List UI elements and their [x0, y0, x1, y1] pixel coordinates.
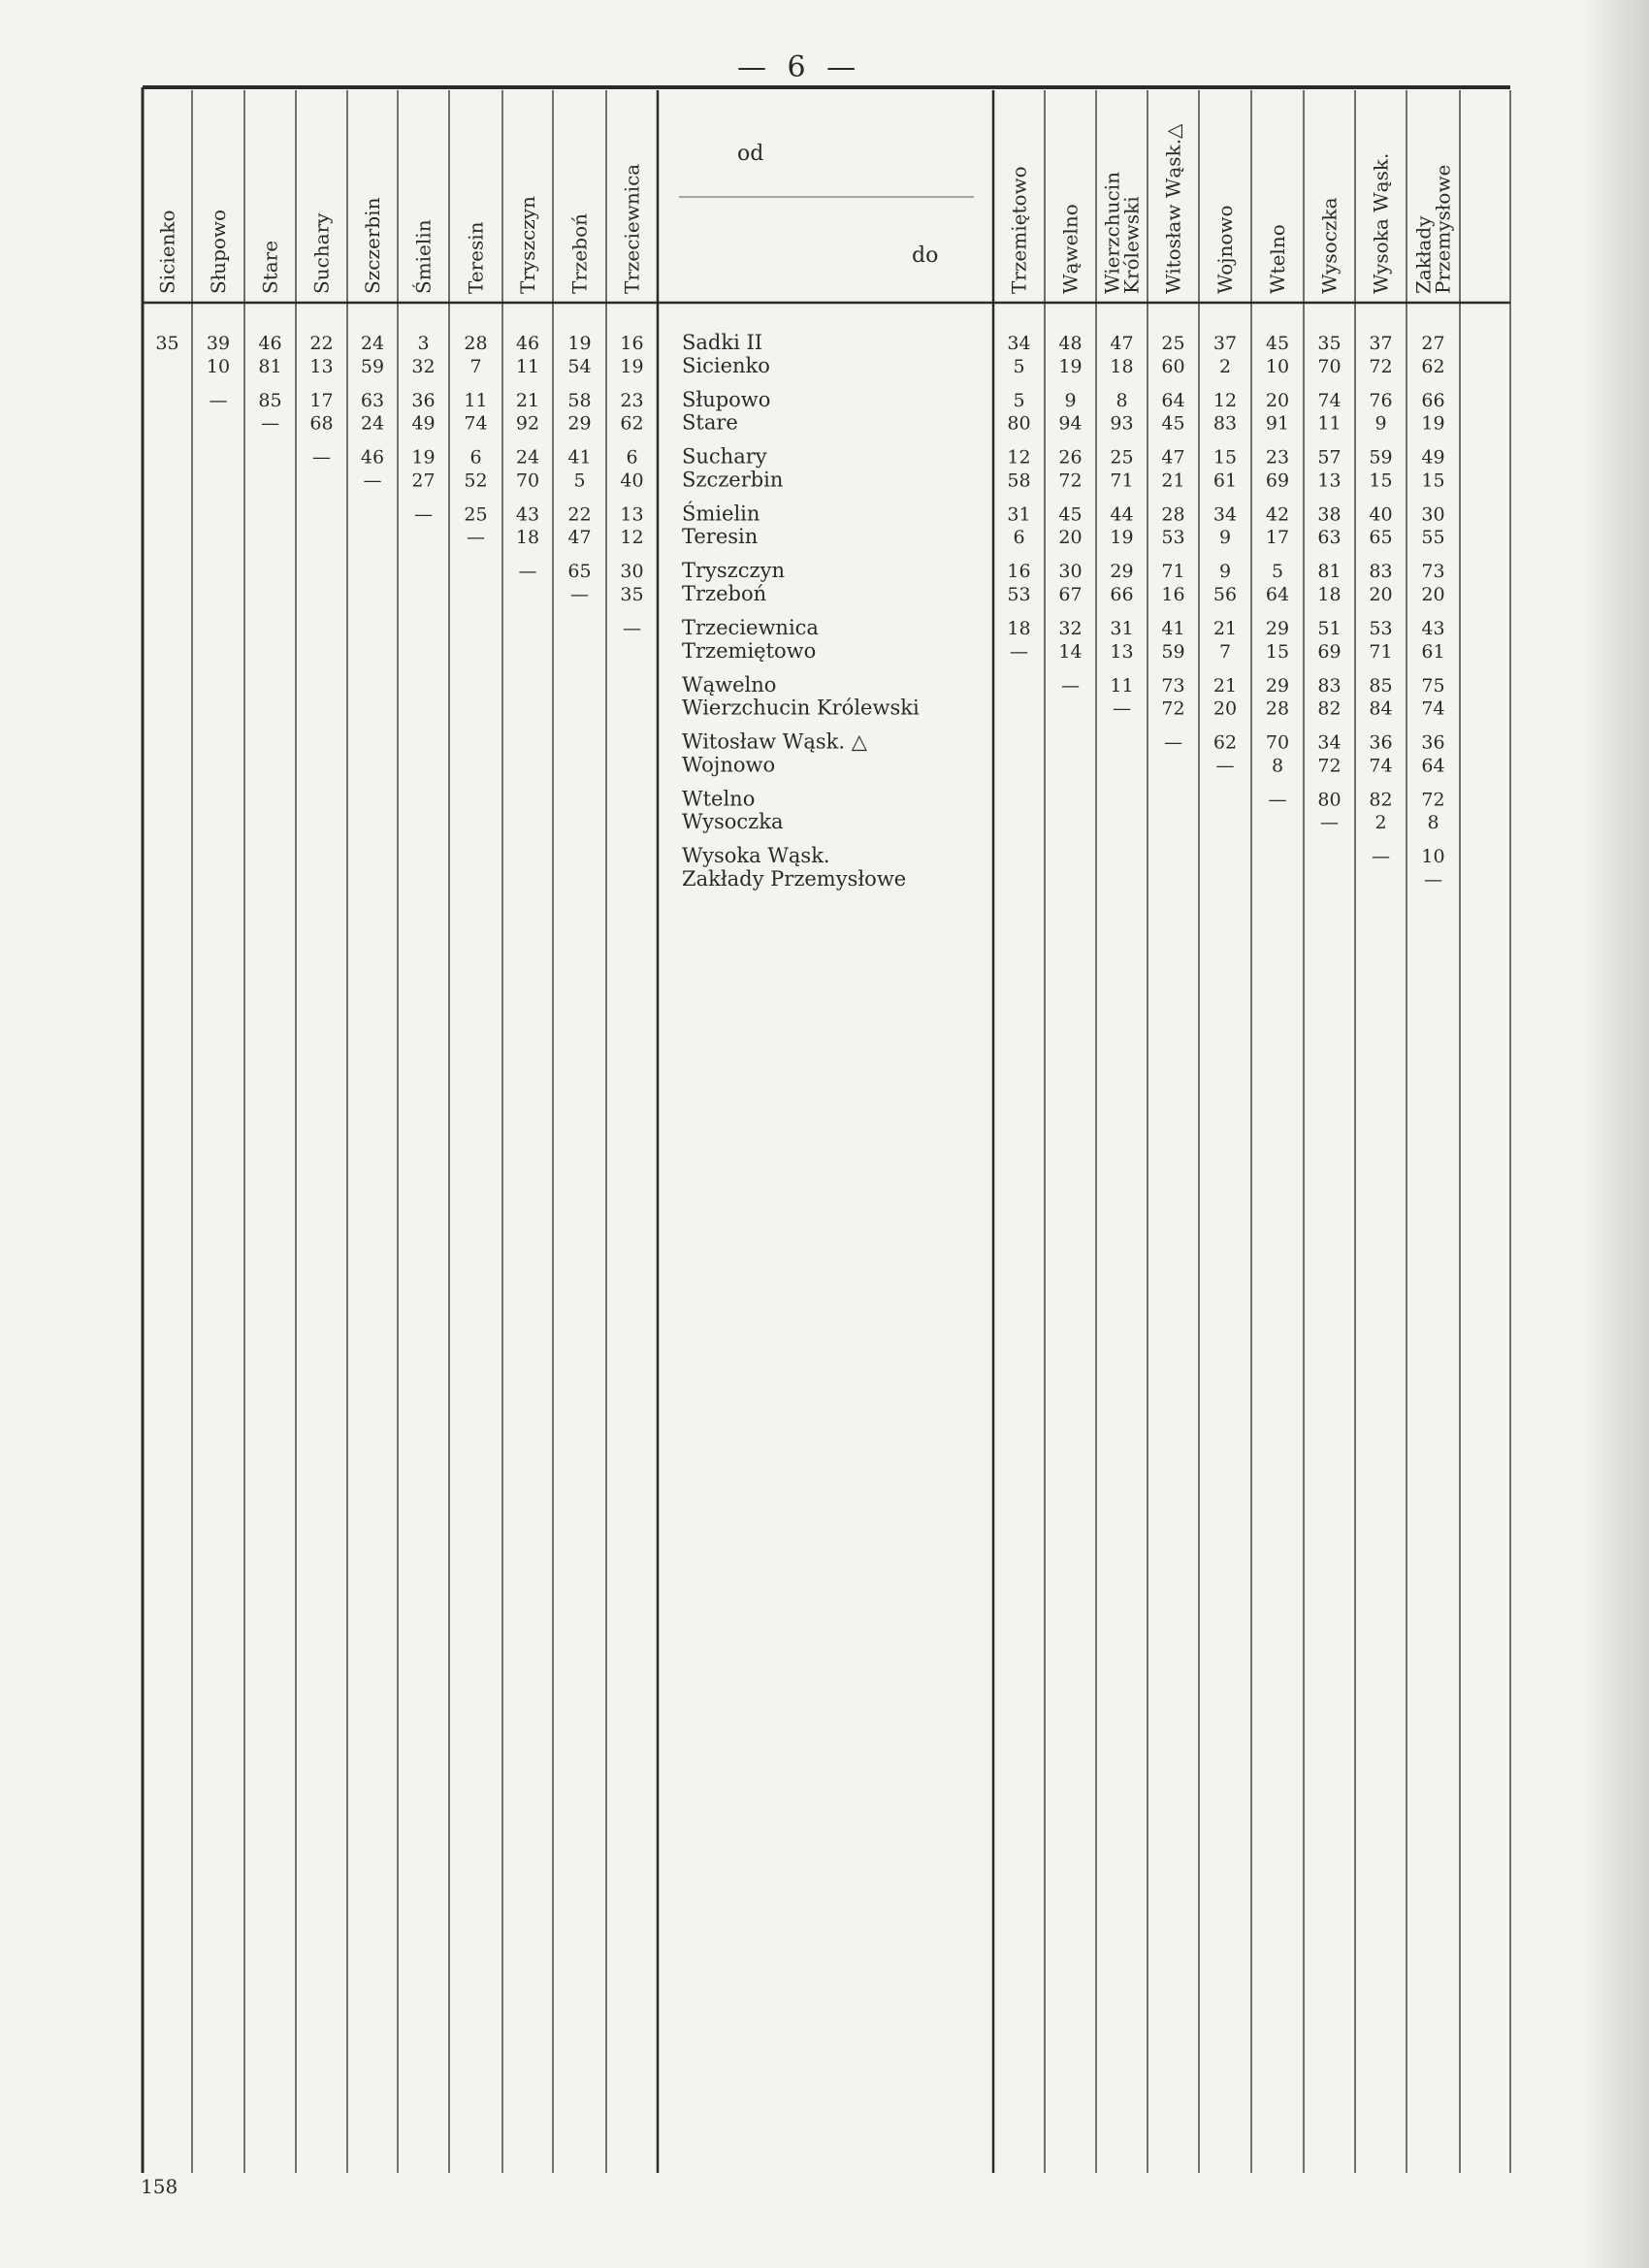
column-header: Tryszczyn: [516, 196, 539, 294]
distance-cell: 10: [206, 355, 231, 377]
distance-cell: 34: [1317, 731, 1342, 754]
distance-cell: 24: [515, 446, 540, 469]
distance-cell: 72: [1058, 470, 1083, 492]
distance-cell: 64: [1421, 755, 1445, 777]
distance-cell: 22: [567, 503, 592, 526]
column-header: Szczerbin: [361, 197, 384, 294]
distance-cell: 69: [1317, 640, 1342, 663]
row-place-name: Suchary: [682, 444, 767, 469]
distance-cell: 20: [1369, 584, 1393, 605]
distance-cell: —: [312, 446, 331, 469]
distance-cell: 46: [360, 446, 385, 469]
column-header: Trzeboń: [567, 213, 592, 294]
distance-cell: 13: [1317, 470, 1342, 492]
distance-cell: 83: [1212, 412, 1238, 435]
header-to-label: do: [912, 243, 939, 268]
distance-cell: 45: [1265, 333, 1290, 354]
distance-cell: 2: [1374, 812, 1387, 834]
distance-cell: —: [261, 412, 279, 435]
column-header: Przemysłowe: [1431, 164, 1455, 294]
distance-cell: 17: [1265, 527, 1290, 549]
column-header: Śmielin: [411, 219, 436, 294]
column-header: Wojnowo: [1213, 205, 1237, 294]
distance-cell: 11: [1317, 412, 1342, 435]
distance-cell: 52: [464, 470, 488, 492]
row-place-name: Trzemiętowo: [682, 638, 817, 663]
distance-cell: 20: [1265, 389, 1290, 411]
distance-cell: 13: [309, 355, 334, 377]
distance-cell: 70: [1317, 355, 1342, 377]
distance-cell: 40: [620, 470, 644, 492]
distance-cell: 32: [411, 355, 436, 377]
distance-cell: 34: [1007, 333, 1031, 354]
column-header: Wysoczka: [1317, 197, 1342, 294]
distance-cell: 61: [1421, 640, 1445, 663]
row-place-name: Wtelno: [682, 787, 756, 811]
distance-cell: 70: [515, 470, 540, 492]
distance-cell: 74: [464, 412, 488, 435]
distance-cell: 24: [360, 412, 385, 435]
column-header: Królewski: [1119, 196, 1144, 294]
distance-cell: —: [467, 527, 485, 549]
distance-cell: 6: [469, 446, 482, 469]
distance-cell: 72: [1421, 789, 1445, 811]
row-place-name: Wojnowo: [682, 753, 776, 777]
distance-cell: 30: [1421, 503, 1445, 526]
distance-cell: 18: [515, 527, 540, 549]
distance-cell: 35: [1317, 333, 1342, 354]
distance-cell: 65: [567, 561, 592, 583]
distance-cell: 29: [1110, 561, 1134, 583]
distance-cell: 9: [1218, 527, 1232, 549]
distance-cell: 81: [1317, 561, 1342, 583]
distance-cell: 14: [1058, 640, 1083, 663]
distance-cell: 72: [1317, 755, 1342, 777]
distance-cell: 7: [469, 355, 482, 377]
distance-cell: 82: [1369, 789, 1393, 811]
distance-cell: 63: [1317, 527, 1342, 549]
distance-cell: 83: [1369, 561, 1393, 583]
distance-cell: 70: [1265, 731, 1290, 754]
distance-cell: 80: [1007, 412, 1031, 435]
distance-cell: 57: [1317, 446, 1342, 469]
distance-cell: 19: [567, 333, 592, 354]
distance-cell: 73: [1161, 674, 1185, 697]
distance-cell: 29: [1265, 618, 1290, 639]
distance-cell: 9: [1218, 561, 1232, 583]
distance-cell: 19: [1058, 355, 1083, 377]
row-place-name: Wierzchucin Królewski: [682, 696, 920, 720]
distance-cell: 34: [1212, 503, 1238, 526]
column-header: Teresin: [464, 221, 488, 294]
distance-cell: 17: [309, 389, 334, 411]
distance-cell: 69: [1265, 470, 1290, 492]
distance-cell: 20: [1058, 527, 1083, 549]
scan-edge-shadow: [1581, 0, 1649, 2268]
distance-cell: 25: [464, 503, 488, 526]
distance-cell: —: [1215, 755, 1235, 777]
column-header: Wtelno: [1266, 224, 1289, 294]
distance-cell: —: [1164, 731, 1182, 754]
distance-cell: 5: [1013, 355, 1025, 377]
distance-cell: 49: [1421, 446, 1445, 469]
distance-cell: 71: [1110, 470, 1134, 492]
distance-cell: 74: [1421, 697, 1445, 720]
distance-cell: 91: [1265, 412, 1290, 435]
distance-cell: 65: [1369, 527, 1393, 549]
distance-cell: 66: [1421, 389, 1445, 411]
distance-cell: 21: [1212, 618, 1238, 639]
column-header: Trzemiętowo: [1007, 166, 1031, 294]
distance-cell: 83: [1317, 674, 1342, 697]
distance-cell: —: [1010, 640, 1028, 663]
distance-cell: 36: [1369, 731, 1393, 754]
distance-cell: —: [623, 618, 641, 639]
distance-cell: 51: [1317, 618, 1342, 639]
distance-cell: 16: [620, 333, 644, 354]
distance-cell: —: [1113, 697, 1131, 720]
distance-cell: —: [1424, 869, 1442, 891]
distance-cell: 18: [1317, 584, 1342, 605]
distance-cell: 58: [567, 389, 592, 411]
distance-cell: 31: [1007, 503, 1031, 526]
distance-cell: 71: [1369, 640, 1393, 663]
distance-cell: 64: [1265, 584, 1290, 605]
distance-cell: 5: [573, 470, 586, 492]
distance-cell: 28: [1161, 503, 1185, 526]
distance-cell: 46: [258, 333, 282, 354]
distance-cell: 72: [1161, 697, 1185, 720]
distance-cell: 60: [1161, 355, 1185, 377]
distance-cell: 31: [1110, 618, 1134, 639]
distance-cell: 12: [620, 527, 644, 549]
distance-cell: 5: [1013, 389, 1025, 411]
distance-cell: 37: [1212, 333, 1238, 354]
distance-cell: 39: [206, 333, 231, 354]
column-header: Wąwelno: [1058, 204, 1083, 294]
distance-cell: 15: [1212, 446, 1238, 469]
distance-cell: 35: [155, 333, 179, 354]
distance-cell: 63: [360, 389, 385, 411]
distance-cell: 9: [1064, 389, 1077, 411]
distance-cell: 68: [309, 412, 334, 435]
distance-cell: —: [570, 584, 589, 605]
row-place-name: Śmielin: [682, 502, 760, 526]
distance-cell: 46: [515, 333, 540, 354]
distance-cell: 29: [1265, 674, 1290, 697]
distance-cell: —: [1320, 812, 1339, 834]
distance-cell: 15: [1421, 470, 1445, 492]
distance-cell: 6: [626, 446, 638, 469]
distance-cell: 43: [1421, 618, 1445, 639]
distance-cell: 41: [1161, 618, 1185, 639]
distance-cell: —: [1061, 674, 1080, 697]
row-place-name: Zakłady Przemysłowe: [682, 867, 907, 891]
distance-cell: 84: [1369, 697, 1393, 720]
distance-cell: 21: [1161, 470, 1185, 492]
column-header: Stare: [258, 240, 282, 294]
distance-cell: 85: [258, 389, 282, 411]
distance-cell: 55: [1421, 527, 1445, 549]
row-place-name: Trzeboń: [682, 582, 767, 605]
distance-cell: 28: [1265, 697, 1290, 720]
distance-cell: 23: [1265, 446, 1290, 469]
column-header: Wierzchucin: [1100, 172, 1124, 294]
distance-cell: 54: [567, 355, 592, 377]
row-place-name: Sicienko: [682, 353, 770, 377]
distance-cell: —: [209, 389, 228, 411]
distance-cell: 10: [1265, 355, 1290, 377]
distance-cell: 62: [1421, 355, 1445, 377]
distance-cell: —: [1268, 789, 1287, 811]
distance-cell: 72: [1369, 355, 1393, 377]
header-from-label: od: [737, 142, 764, 166]
row-place-name: Szczerbin: [682, 468, 784, 492]
distance-cell: 8: [1271, 755, 1284, 777]
distance-cell: 59: [1369, 446, 1393, 469]
distance-cell: 5: [1271, 561, 1284, 583]
distance-cell: 18: [1007, 618, 1031, 639]
distance-cell: 21: [1212, 674, 1238, 697]
distance-cell: 71: [1161, 561, 1185, 583]
distance-cell: 47: [1161, 446, 1185, 469]
distance-cell: 44: [1110, 503, 1134, 526]
distance-cell: 74: [1369, 755, 1393, 777]
distance-cell: 45: [1058, 503, 1083, 526]
distance-cell: 27: [411, 470, 436, 492]
distance-cell: 12: [1007, 446, 1031, 469]
column-header: Trzeciewnica: [620, 163, 644, 294]
distance-cell: 22: [309, 333, 334, 354]
distance-cell: 3: [417, 333, 430, 354]
distance-cell: 19: [1110, 527, 1134, 549]
distance-cell: 13: [620, 503, 644, 526]
distance-cell: 53: [1161, 527, 1185, 549]
distance-cell: 15: [1369, 470, 1393, 492]
distance-cell: 45: [1161, 412, 1185, 435]
distance-cell: 19: [620, 355, 644, 377]
distance-cell: 64: [1161, 389, 1185, 411]
distance-cell: 92: [515, 412, 540, 435]
distance-cell: 43: [515, 503, 540, 526]
distance-cell: 11: [515, 355, 540, 377]
distance-cell: 58: [1007, 470, 1031, 492]
distance-cell: 36: [1421, 731, 1445, 754]
distance-cell: 56: [1212, 584, 1238, 605]
distance-cell: 26: [1058, 446, 1083, 469]
distance-cell: 30: [620, 561, 644, 583]
distance-cell: 59: [360, 355, 385, 377]
distance-cell: 11: [1110, 674, 1134, 697]
distance-cell: 37: [1369, 333, 1393, 354]
distance-cell: 20: [1421, 584, 1445, 605]
distance-cell: 8: [1427, 812, 1439, 834]
distance-cell: 41: [567, 446, 592, 469]
distance-cell: 38: [1317, 503, 1342, 526]
row-place-name: Słupowo: [682, 387, 771, 411]
distance-cell: —: [518, 561, 537, 583]
distance-cell: 25: [1161, 333, 1185, 354]
distance-cell: 81: [258, 355, 282, 377]
distance-cell: 24: [360, 333, 385, 354]
distance-cell: 8: [1116, 389, 1128, 411]
distance-cell: 66: [1110, 584, 1134, 605]
distance-cell: 13: [1110, 640, 1134, 663]
distance-cell: 12: [1212, 389, 1238, 411]
distance-cell: —: [363, 470, 382, 492]
distance-cell: 47: [567, 527, 592, 549]
distance-cell: 75: [1421, 674, 1445, 697]
distance-cell: 6: [1013, 527, 1025, 549]
distance-cell: —: [1372, 846, 1390, 868]
column-header: Słupowo: [207, 209, 230, 294]
distance-cell: 7: [1218, 640, 1232, 663]
distance-cell: 11: [464, 389, 488, 411]
distance-cell: 47: [1110, 333, 1134, 354]
distance-cell: 19: [411, 446, 436, 469]
distance-cell: 62: [620, 412, 644, 435]
distance-cell: 32: [1058, 618, 1083, 639]
row-place-name: Wąwelno: [682, 672, 777, 697]
distance-cell: 67: [1058, 584, 1083, 605]
row-place-name: Stare: [682, 410, 738, 435]
row-place-name: Teresin: [682, 525, 759, 549]
distance-cell: 93: [1110, 412, 1134, 435]
distance-cell: 30: [1058, 561, 1083, 583]
distance-cell: 16: [1161, 584, 1185, 605]
distance-cell: 40: [1369, 503, 1393, 526]
column-header: Witosław Wąsk.△: [1161, 123, 1185, 294]
distance-cell: 42: [1265, 503, 1290, 526]
distance-cell: 49: [411, 412, 436, 435]
distance-cell: 20: [1212, 697, 1238, 720]
distance-cell: 76: [1369, 389, 1393, 411]
distance-cell: 73: [1421, 561, 1445, 583]
distance-cell: 9: [1374, 412, 1387, 435]
distance-cell: 35: [620, 584, 644, 605]
distance-cell: 16: [1007, 561, 1031, 583]
distance-cell: 85: [1369, 674, 1393, 697]
distance-cell: 80: [1317, 789, 1342, 811]
distance-cell: 2: [1218, 355, 1232, 377]
page-header-number: — 6 —: [737, 50, 862, 84]
distance-cell: 94: [1058, 412, 1083, 435]
row-place-name: Wysoczka: [682, 810, 784, 834]
distance-cell: 74: [1317, 389, 1342, 411]
row-place-name: Wysoka Wąsk.: [682, 844, 830, 868]
distance-cell: 36: [411, 389, 436, 411]
distance-cell: 19: [1421, 412, 1445, 435]
distance-cell: 25: [1110, 446, 1134, 469]
row-place-name: Tryszczyn: [682, 559, 785, 583]
distance-cell: 28: [464, 333, 488, 354]
distance-cell: —: [414, 503, 433, 526]
column-header: Sicienko: [155, 210, 179, 294]
distance-cell: 27: [1421, 333, 1445, 354]
distance-cell: 10: [1421, 846, 1445, 868]
distance-cell: 18: [1110, 355, 1134, 377]
distance-cell: 61: [1212, 470, 1238, 492]
distance-cell: 62: [1212, 731, 1238, 754]
distance-cell: 53: [1007, 584, 1031, 605]
row-place-name: Trzeciewnica: [682, 616, 819, 639]
distance-cell: 82: [1317, 697, 1342, 720]
distance-cell: 48: [1058, 333, 1083, 354]
column-header: Suchary: [309, 212, 334, 294]
column-header: Wysoka Wąsk.: [1369, 152, 1393, 294]
distance-cell: 29: [567, 412, 592, 435]
row-place-name: Witosław Wąsk. △: [682, 729, 867, 754]
distance-cell: 59: [1161, 640, 1185, 663]
distance-cell: 23: [620, 389, 644, 411]
row-place-name: Sadki II: [682, 331, 763, 354]
column-header: Zakłady: [1411, 215, 1436, 294]
distance-cell: 53: [1369, 618, 1393, 639]
distance-cell: 21: [515, 389, 540, 411]
page-footer-number: 158: [141, 2175, 178, 2198]
distance-cell: 15: [1265, 640, 1290, 663]
